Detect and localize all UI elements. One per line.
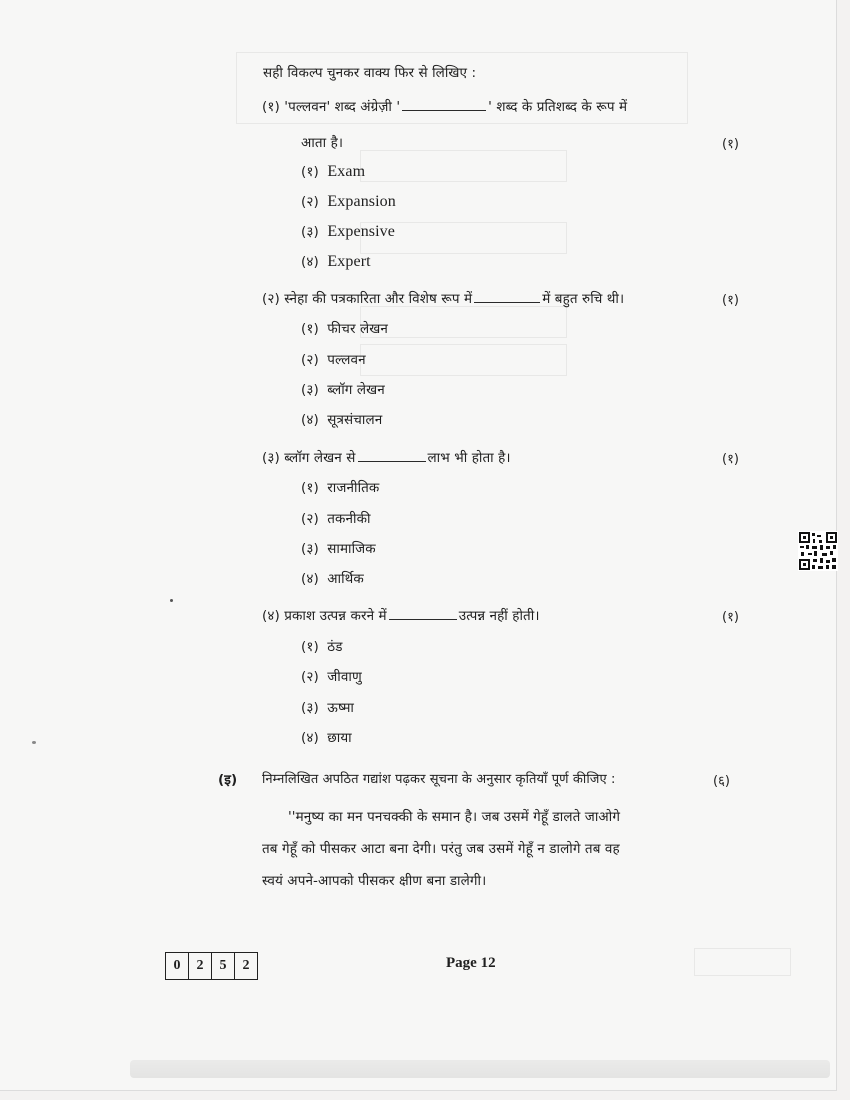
qr-code-icon	[798, 531, 838, 571]
question-4-text-b: उत्पन्न नहीं होती।	[458, 608, 540, 624]
option-number: (२)	[301, 194, 319, 210]
section-marks: (६)	[713, 774, 730, 789]
option-label: तकनीकी	[327, 511, 371, 527]
question-1-text-a: 'पल्लवन' शब्द अंग्रेज़ी '	[284, 99, 401, 115]
option-number: (४)	[301, 571, 319, 587]
question-4-number: (४)	[262, 608, 280, 624]
paper-code-digit: 0	[173, 958, 181, 973]
option-row	[301, 320, 388, 338]
option-number: (४)	[301, 412, 319, 428]
option-label: Exam	[327, 163, 366, 180]
paper-code-digit: 5	[211, 953, 234, 979]
option-number: (३)	[301, 541, 319, 557]
bleed-through-box	[360, 306, 567, 338]
bleed-through-box	[360, 344, 567, 376]
question-1-line-1	[262, 98, 627, 116]
question-2-line	[262, 290, 624, 308]
option-number: (२)	[301, 511, 319, 527]
option-number: (३)	[301, 700, 319, 716]
answer-blank	[474, 290, 540, 303]
option-row	[301, 253, 371, 271]
option-label: ब्लॉग लेखन	[327, 382, 385, 398]
option-label: फीचर लेखन	[327, 321, 388, 337]
stray-mark	[32, 741, 36, 744]
option-row	[301, 638, 343, 656]
question-3-text-b: लाभ भी होता है।	[427, 450, 511, 466]
question-3-number: (३)	[262, 450, 280, 466]
option-number: (२)	[301, 352, 319, 368]
option-label: ठंड	[327, 639, 343, 655]
option-label: ऊष्मा	[327, 700, 354, 716]
option-label: पल्लवन	[327, 352, 366, 368]
option-row	[301, 668, 362, 686]
option-number: (३)	[301, 382, 319, 398]
passage-line-2: तब गेहूँ को पीसकर आटा बना देगी। परंतु जब उसमें गेहूँ न डालोगे तब वह	[262, 841, 620, 857]
option-number: (२)	[301, 669, 319, 685]
option-label: Expansion	[327, 193, 396, 210]
question-2-number: (२)	[262, 291, 280, 307]
answer-blank	[358, 449, 426, 462]
option-row	[301, 223, 395, 241]
section-heading: निम्नलिखित अपठित गद्यांश पढ़कर सूचना के अनुसार कृतियाँ पूर्ण कीजिए :	[262, 772, 616, 787]
option-row	[301, 411, 382, 429]
option-row	[301, 510, 371, 528]
option-label: आर्थिक	[327, 571, 364, 587]
page-number: Page 12	[446, 955, 496, 971]
question-2-marks: (१)	[722, 293, 739, 308]
option-number: (१)	[301, 480, 319, 496]
option-row	[301, 699, 354, 717]
option-row	[301, 193, 396, 211]
question-1-text-b: ' शब्द के प्रतिशब्द के रूप में	[488, 99, 628, 115]
bleed-through-box	[694, 948, 791, 976]
question-2-text-a: स्नेहा की पत्रकारिता और विशेष रूप में	[284, 291, 473, 307]
option-number: (१)	[301, 164, 319, 180]
option-row	[301, 351, 366, 369]
option-row	[301, 163, 365, 181]
option-row	[301, 540, 376, 558]
passage-line-3: स्वयं अपने-आपको पीसकर क्षीण बना डालेगी।	[262, 873, 487, 889]
option-number: (४)	[301, 730, 319, 746]
option-row	[301, 570, 364, 588]
paper-code-digit: 2	[188, 953, 211, 979]
question-3-marks: (१)	[722, 452, 739, 467]
option-label: सूत्रसंचालन	[327, 412, 383, 428]
answer-blank	[402, 98, 486, 111]
stray-mark	[170, 599, 173, 602]
option-label: राजनीतिक	[327, 480, 380, 496]
passage-line-1: ''मनुष्य का मन पनचक्की के समान है। जब उसमें गेहूँ डालते जाओगे	[288, 809, 621, 825]
paper-code-digit: 2	[234, 953, 257, 979]
bleed-through-box	[360, 150, 567, 182]
option-label: जीवाणु	[327, 669, 362, 685]
option-label: छाया	[327, 730, 352, 746]
paper-code	[165, 952, 258, 980]
option-label: सामाजिक	[327, 541, 376, 557]
option-label: Expert	[327, 253, 371, 270]
option-label: Expensive	[327, 223, 395, 240]
question-3-line	[262, 449, 511, 467]
question-3-text-a: ब्लॉग लेखन से	[284, 450, 356, 466]
option-row	[301, 479, 379, 497]
question-1-marks: (१)	[722, 137, 739, 152]
answer-blank	[389, 607, 457, 620]
question-4-line	[262, 607, 540, 625]
question-4-marks: (१)	[722, 610, 739, 625]
question-1-text-c: आता है।	[301, 135, 344, 151]
section-label: (इ)	[218, 772, 238, 788]
question-1-number: (१)	[262, 99, 280, 115]
option-number: (१)	[301, 321, 319, 337]
question-2-text-b: में बहुत रुचि थी।	[542, 291, 625, 307]
scan-shadow	[130, 1060, 830, 1078]
option-row	[301, 381, 385, 399]
option-row	[301, 729, 352, 747]
instructions: सही विकल्प चुनकर वाक्य फिर से लिखिए :	[263, 65, 477, 81]
question-4-text-a: प्रकाश उत्पन्न करने में	[284, 608, 387, 624]
option-number: (१)	[301, 639, 319, 655]
option-number: (३)	[301, 224, 319, 240]
option-number: (४)	[301, 254, 319, 270]
